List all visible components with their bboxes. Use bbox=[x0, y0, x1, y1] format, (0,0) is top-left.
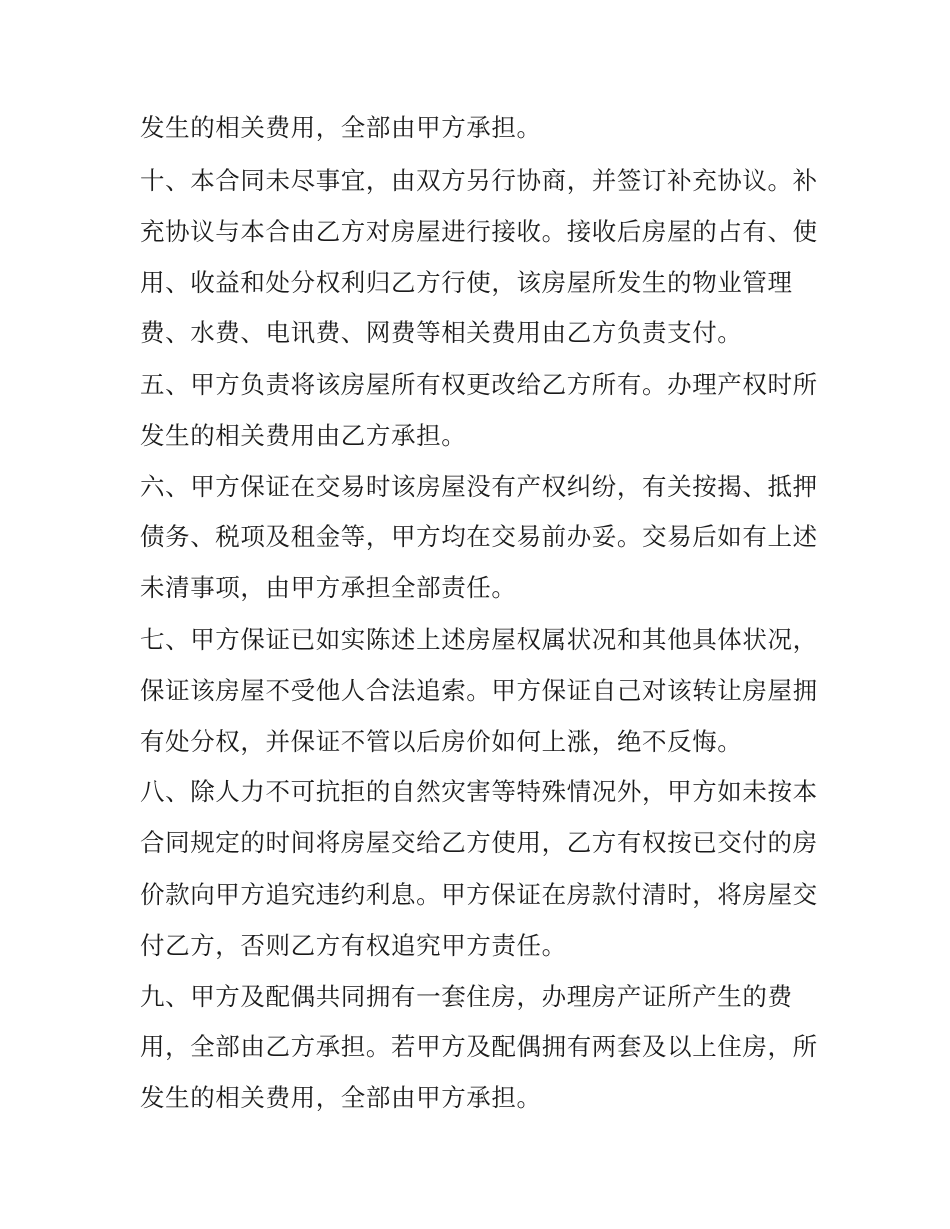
text-line: 发生的相关费用，全部由甲方承担。 bbox=[140, 113, 542, 142]
text-line: 充协议与本合由乙方对房屋进行接收。接收后房屋的占有、使 bbox=[140, 217, 818, 246]
text-line: 费、水费、电讯费、网费等相关费用由乙方负责支付。 bbox=[140, 318, 743, 347]
text-line: 付乙方，否则乙方有权追究甲方责任。 bbox=[140, 931, 567, 960]
text-line: 用、收益和处分权利归乙方行使，该房屋所发生的物业管理 bbox=[140, 268, 793, 297]
text-line: 有处分权，并保证不管以后房价如何上涨，绝不反悔。 bbox=[140, 727, 743, 756]
text-line: 未清事项，由甲方承担全部责任。 bbox=[140, 573, 517, 602]
text-line: 合同规定的时间将房屋交给乙方使用，乙方有权按已交付的房 bbox=[140, 828, 818, 857]
text-line: 保证该房屋不受他人合法追索。甲方保证自己对该转让房屋拥 bbox=[140, 676, 818, 705]
text-line: 发生的相关费用由乙方承担。 bbox=[140, 421, 467, 450]
text-line: 九、甲方及配偶共同拥有一套住房，办理房产证所产生的费 bbox=[140, 982, 793, 1011]
text-line: 五、甲方负责将该房屋所有权更改给乙方所有。办理产权时所 bbox=[140, 370, 818, 399]
text-line: 六、甲方保证在交易时该房屋没有产权纠纷，有关按揭、抵押 bbox=[140, 472, 818, 501]
text-line: 发生的相关费用，全部由甲方承担。 bbox=[140, 1083, 542, 1112]
text-line: 用，全部由乙方承担。若甲方及配偶拥有两套及以上住房，所 bbox=[140, 1032, 818, 1061]
text-line: 债务、税项及租金等，甲方均在交易前办妥。交易后如有上述 bbox=[140, 522, 818, 551]
text-line: 价款向甲方追究违约利息。甲方保证在房款付清时，将房屋交 bbox=[140, 880, 818, 909]
text-line: 七、甲方保证已如实陈述上述房屋权属状况和其他具体状况， bbox=[140, 625, 818, 654]
text-line: 十、本合同未尽事宜，由双方另行协商，并签订补充协议。补 bbox=[140, 166, 818, 195]
text-line: 八、除人力不可抗拒的自然灾害等特殊情况外，甲方如未按本 bbox=[140, 777, 818, 806]
